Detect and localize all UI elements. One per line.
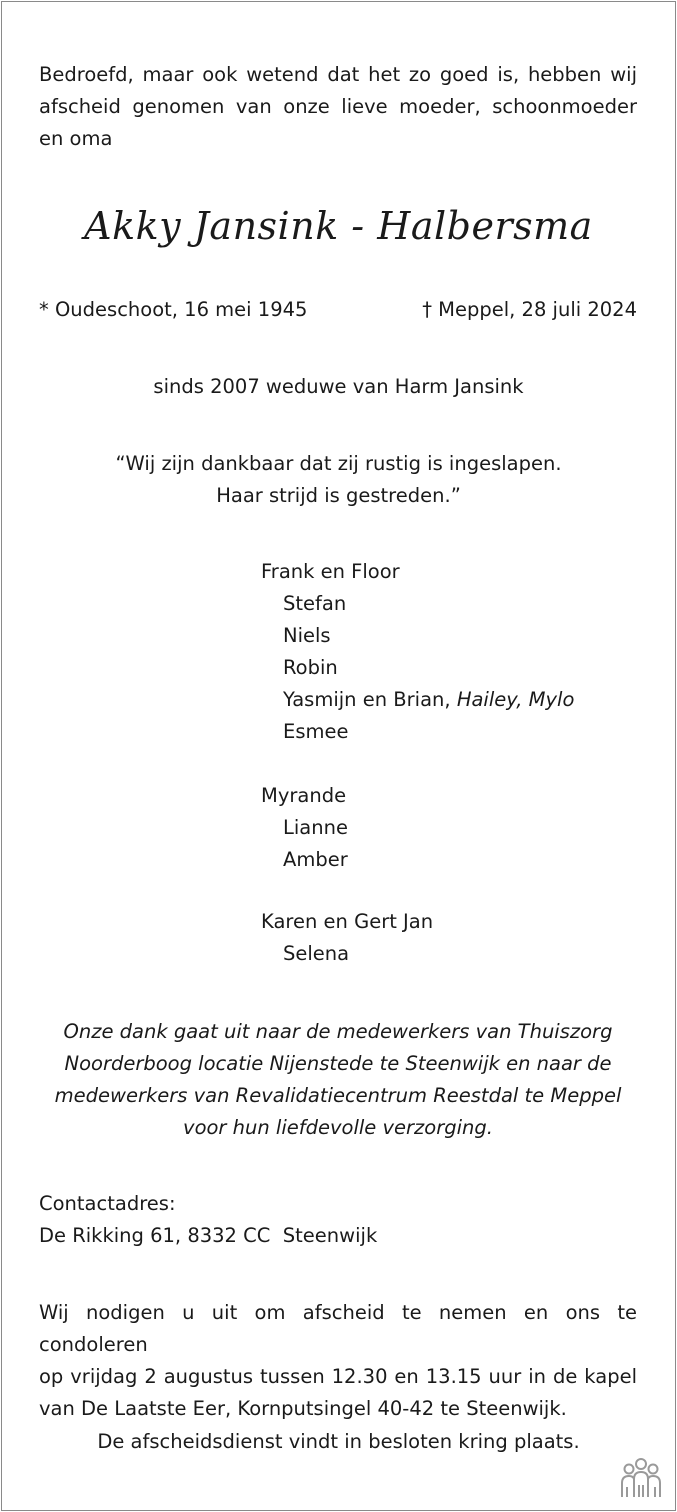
invitation-line: Wij nodigen u uit om afscheid te nemen en ons te condoleren xyxy=(39,1301,637,1356)
family-child: Selena xyxy=(283,942,350,965)
quote-line-1: “Wij zijn dankbaar dat zij rustig is ingeslapen. xyxy=(115,452,562,475)
family-group-3 xyxy=(261,906,433,970)
deceased-name: Akky Jansink - Halbersma xyxy=(84,204,593,248)
family-child-name: Yasmijn en Brian, xyxy=(283,688,451,711)
intro-line: en oma xyxy=(39,127,113,150)
intro-line: afscheid genomen van onze lieve moeder, schoonmoeder xyxy=(39,95,637,118)
family-parents: Frank en Floor xyxy=(261,560,400,583)
contact-address: De Rikking 61, 8332 CC Steenwijk xyxy=(39,1224,378,1247)
quote-line-2: Haar strijd is gestreden.” xyxy=(216,484,461,507)
contact-label: Contactadres: xyxy=(39,1192,176,1215)
family-child: Amber xyxy=(283,848,348,871)
thanks-line: Noorderboog locatie Nijenstede te Steenwijk en naar de xyxy=(64,1052,612,1075)
intro-paragraph xyxy=(39,59,637,155)
widow-line: sinds 2007 weduwe van Harm Jansink xyxy=(153,375,524,398)
family-child: Esmee xyxy=(283,720,349,743)
family-group-1 xyxy=(261,556,574,748)
death-date: † Meppel, 28 juli 2024 xyxy=(422,298,637,321)
intro-line: Bedroefd, maar ook wetend dat het zo goed is, hebben wij xyxy=(39,63,637,86)
thanks-line: Onze dank gaat uit naar de medewerkers van Thuiszorg xyxy=(63,1020,613,1043)
thanks-line: medewerkers van Revalidatiecentrum Reestdal te Meppel xyxy=(54,1084,622,1107)
invitation-line: van De Laatste Eer, Kornputsingel 40-42 te Steenwijk. xyxy=(39,1397,567,1420)
invitation-paragraph xyxy=(39,1297,637,1425)
thanks-line: voor hun liefdevolle verzorging. xyxy=(183,1116,493,1139)
family-child-with-kids xyxy=(261,684,574,716)
family-child: Lianne xyxy=(283,816,348,839)
family-grandchildren: Hailey, Mylo xyxy=(456,688,575,711)
people-group-icon xyxy=(618,1455,664,1501)
birth-date: * Oudeschoot, 16 mei 1945 xyxy=(39,298,308,321)
thanks-paragraph xyxy=(39,1016,637,1144)
closing-line: De afscheidsdienst vindt in besloten kring plaats. xyxy=(97,1430,580,1453)
family-child: Niels xyxy=(283,624,331,647)
family-parents: Myrande xyxy=(261,784,347,807)
invitation-line: op vrijdag 2 augustus tussen 12.30 en 13.15 uur in de kapel xyxy=(39,1365,637,1388)
family-child: Stefan xyxy=(283,592,347,615)
family-group-2 xyxy=(261,780,348,876)
family-child: Robin xyxy=(283,656,338,679)
family-parents: Karen en Gert Jan xyxy=(261,910,434,933)
